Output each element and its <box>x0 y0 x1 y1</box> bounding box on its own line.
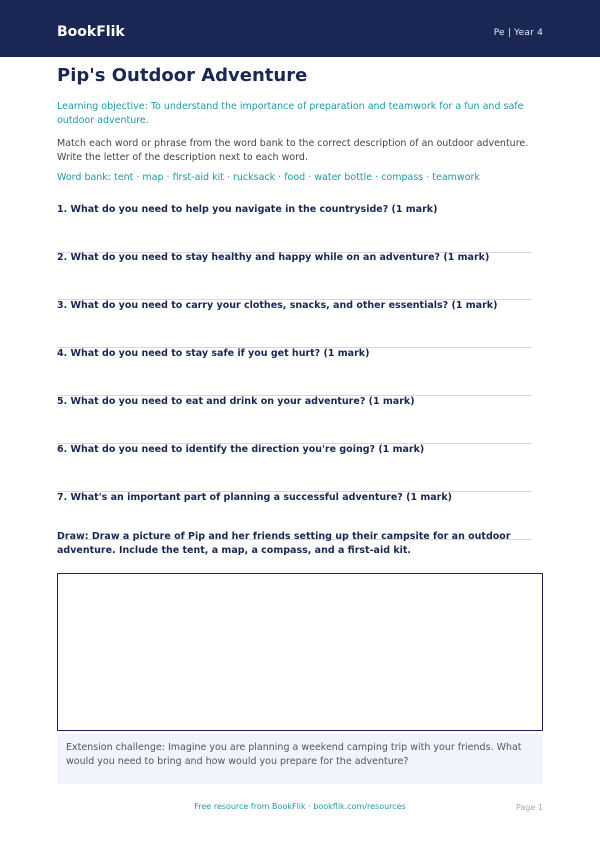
draw-prompt: Draw: Draw a picture of Pip and her friends setting up their campsite for an outdoor adventure. Include the tent, a map, a compass, and a first-aid kit. <box>57 531 511 556</box>
drawing-area[interactable] <box>57 573 543 731</box>
question-7: 7. What's an important part of planning a successful adventure? (1 mark) <box>57 492 453 503</box>
extension-challenge: Extension challenge: Imagine you are planning a weekend camping trip with your friends. What would you need to bring and how would you prepare for the adventure? <box>57 734 543 784</box>
question-5: 5. What do you need to eat and drink on your adventure? (1 mark) <box>57 396 415 407</box>
question-3: 3. What do you need to carry your clothes, snacks, and other essentials? (1 mark) <box>57 300 498 311</box>
footer-resource-link[interactable]: Free resource from BookFlik · bookflik.com/resources <box>194 802 406 811</box>
instructions: Match each word or phrase from the word bank to the correct description of an outdoor adventure. Write the letter of the description next to each word. <box>57 138 529 163</box>
learning-objective: Learning objective: To understand the importance of preparation and teamwork for a fun and safe outdoor adventure. <box>57 101 524 126</box>
page-number: Page 1 <box>516 803 543 812</box>
subject-year-label: Pe | Year 4 <box>493 28 543 38</box>
question-1: 1. What do you need to help you navigate in the countryside? (1 mark) <box>57 204 438 215</box>
question-6: 6. What do you need to identify the direction you're going? (1 mark) <box>57 444 425 455</box>
word-bank: Word bank: tent · map · first-aid kit · rucksack · food · water bottle · compass · teamwork <box>57 172 480 183</box>
brand-logo: BookFlik <box>57 24 125 40</box>
page-title: Pip's Outdoor Adventure <box>57 65 308 86</box>
page-header <box>0 0 600 57</box>
question-4: 4. What do you need to stay safe if you get hurt? (1 mark) <box>57 348 370 359</box>
question-2: 2. What do you need to stay healthy and happy while on an adventure? (1 mark) <box>57 252 490 263</box>
